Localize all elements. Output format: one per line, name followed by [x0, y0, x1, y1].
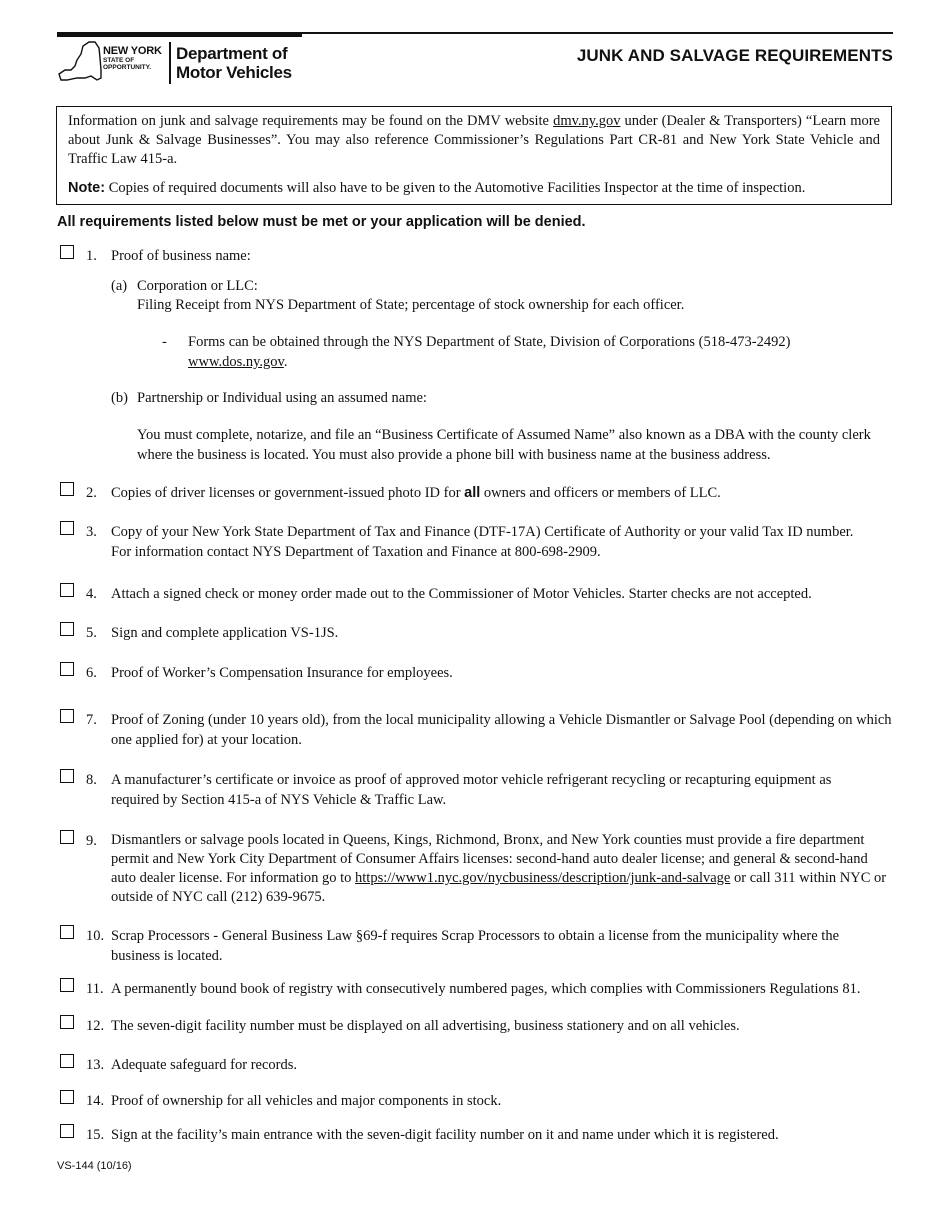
item-7-text: Proof of Zoning (under 10 years old), from the local municipality allowing a Vehicle Dismantler or Salvage Pool (depending on which one applied for) at your location. [111, 712, 892, 748]
item-1b-text: You must complete, notarize, and file an “Business Certificate of Assumed Name” also known as a DBA with the county clerk where the business is located. You must also provide a phone bill with business name at the business address. [137, 427, 871, 463]
item-number: 6. [86, 665, 97, 681]
dmv-line1: Department of [176, 44, 288, 63]
item-2-emphasis: all [464, 485, 481, 501]
item-number: 10. [86, 928, 105, 944]
checkbox-item-1[interactable] [60, 245, 74, 259]
checkbox-item-6[interactable] [60, 662, 74, 676]
item-10-text: Scrap Processors - General Business Law §69-f requires Scrap Processors to obtain a license from the municipality where the business is located. [111, 928, 840, 964]
ny-state-map-icon [57, 40, 103, 84]
note-label: Note: [68, 180, 106, 196]
item-6-text: Proof of Worker’s Compensation Insurance for employees. [111, 665, 453, 681]
item-number: 3. [86, 524, 97, 540]
dmv-website-link[interactable]: dmv.ny.gov [553, 113, 621, 129]
item-9-text-a: Dismantlers or salvage pools located in Queens, Kings, Richmond, Bronx, and New York counties must provide a fire department permit and New York City Department of Consumer Affairs licenses: second-hand auto dealer license; and general & second-hand auto dealer license. For information go to [111, 832, 868, 886]
item-1a-period: . [283, 354, 288, 370]
dmv-logo [57, 40, 307, 86]
ny-state-line1: NEW YORK [103, 45, 162, 57]
item-9-text-b: or call 311 within NYC or outside of NYC call (212) 639-9675. [111, 870, 887, 905]
header-rule-accent [57, 32, 302, 37]
dmv-line2: Motor Vehicles [176, 63, 292, 82]
item-number: 11. [86, 981, 104, 997]
checkbox-item-14[interactable] [60, 1090, 74, 1104]
info-text-a: Information on junk and salvage requirements may be found on the DMV website [68, 113, 554, 129]
logo-divider [169, 42, 171, 84]
ny-state-line3: OPPORTUNITY. [103, 63, 152, 71]
checkbox-item-13[interactable] [60, 1054, 74, 1068]
item-2-text [111, 483, 896, 503]
item-2-text-b: owners and officers or members of LLC. [480, 485, 721, 501]
item-number: 7. [86, 712, 97, 728]
item-1a-title: Corporation or LLC: [137, 278, 258, 294]
item-number: 9. [86, 833, 97, 849]
info-text-b: under (Dealer & Transporters) “Learn more about Junk & Salvage Businesses”. You may also reference Commissioner’s Regulations Part CR-81 and New York State Vehicle and Traffic Law 415-a. [68, 113, 880, 167]
item-1b-title: Partnership or Individual using an assumed name: [137, 390, 427, 406]
item-1a-bullet [188, 332, 888, 372]
item-1a-bullet-text: Forms can be obtained through the NYS Department of State, Division of Corporations (518-473-2492) [188, 334, 791, 350]
item-number: 8. [86, 772, 97, 788]
requirements-warning: All requirements listed below must be met or your application will be denied. [57, 214, 586, 230]
dos-website-link[interactable]: www.dos.ny.gov [188, 354, 284, 370]
item-number: 1. [86, 248, 97, 264]
item-number: 15. [86, 1127, 105, 1143]
checkbox-item-2[interactable] [60, 482, 74, 496]
info-box [56, 106, 892, 205]
item-14-text: Proof of ownership for all vehicles and major components in stock. [111, 1093, 502, 1109]
checkbox-item-8[interactable] [60, 769, 74, 783]
item-2-text-a: Copies of driver licenses or government-issued photo ID for [111, 485, 465, 501]
checkbox-item-11[interactable] [60, 978, 74, 992]
item-number: 12. [86, 1018, 105, 1034]
info-paragraph [68, 112, 880, 169]
dmv-wordmark [176, 44, 292, 82]
checkbox-item-12[interactable] [60, 1015, 74, 1029]
checkbox-item-3[interactable] [60, 521, 74, 535]
item-4-text: Attach a signed check or money order made out to the Commissioner of Motor Vehicles. Starter checks are not accepted. [111, 586, 812, 602]
page-title: JUNK AND SALVAGE REQUIREMENTS [576, 46, 893, 65]
item-number: 5. [86, 625, 97, 641]
item-1b-label: (b) [111, 390, 128, 406]
item-1a-dash: - [162, 334, 167, 350]
item-5-text: Sign and complete application VS-1JS. [111, 625, 339, 641]
checkbox-item-15[interactable] [60, 1124, 74, 1138]
checkbox-item-10[interactable] [60, 925, 74, 939]
checkbox-item-4[interactable] [60, 583, 74, 597]
item-9-text [111, 831, 896, 907]
item-1a-label: (a) [111, 278, 128, 294]
info-note [68, 179, 880, 198]
ny-state-line2: STATE OF [103, 57, 135, 64]
item-12-text: The seven-digit facility number must be displayed on all advertising, business stationery and on all vehicles. [111, 1018, 740, 1034]
item-number: 14. [86, 1093, 105, 1109]
item-15-text: Sign at the facility’s main entrance with the seven-digit facility number on it and name under which it is registered. [111, 1127, 779, 1143]
item-number: 2. [86, 485, 97, 501]
form-id: VS-144 (10/16) [57, 1160, 132, 1172]
item-1-text: Proof of business name: [111, 248, 251, 264]
item-3-text: Copy of your New York State Department of Tax and Finance (DTF-17A) Certificate of Authority or your valid Tax ID number. For information contact NYS Department of Taxation and Finance at 800-698-2909. [111, 524, 854, 560]
checkbox-item-5[interactable] [60, 622, 74, 636]
item-number: 13. [86, 1057, 105, 1073]
item-11-text: A permanently bound book of registry with consecutively numbered pages, which complies with Commissioners Regulations 81. [111, 981, 861, 997]
item-number: 4. [86, 586, 97, 602]
item-13-text: Adequate safeguard for records. [111, 1057, 297, 1073]
ny-state-wordmark [103, 46, 162, 71]
checkbox-item-9[interactable] [60, 830, 74, 844]
item-1a-text: Filing Receipt from NYS Department of State; percentage of stock ownership for each officer. [137, 297, 685, 313]
note-text: Copies of required documents will also have to be given to the Automotive Facilities Inspector at the time of inspection. [105, 180, 806, 196]
checkbox-item-7[interactable] [60, 709, 74, 723]
nyc-junk-salvage-link[interactable]: https://www1.nyc.gov/nycbusiness/description/junk-and-salvage [355, 870, 731, 886]
item-8-text: A manufacturer’s certificate or invoice as proof of approved motor vehicle refrigerant recycling or recapturing equipment as required by Section 415-a of NYS Vehicle & Traffic Law. [111, 772, 832, 808]
